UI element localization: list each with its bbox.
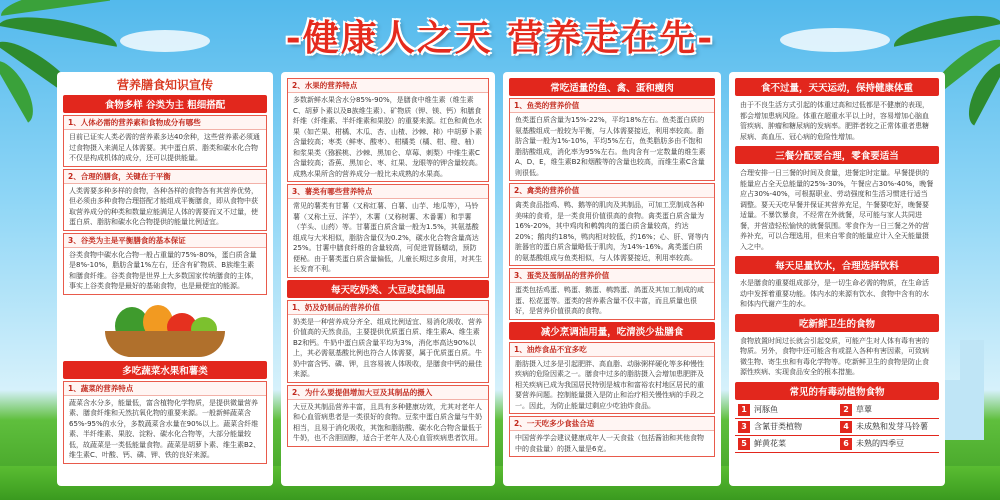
- table-row: [735, 402, 939, 419]
- section-banner: 食物多样 谷类为主 粗细搭配: [63, 95, 267, 113]
- section-banner: 每天吃奶类、大豆或其制品: [287, 280, 489, 298]
- number-badge: 6: [840, 438, 852, 450]
- subsection: [63, 115, 267, 167]
- toxic-food-table: [735, 402, 939, 453]
- subsection-text: 目前已证实人类必需的营养素多达40余种，这些营养素必须通过食物摄入来满足人体需要。其中蛋白质、脂类和碳水化合物不仅是构成机体的成分，还可以提供能量。: [69, 133, 260, 162]
- table-row: [735, 419, 939, 436]
- food-label: 未熟的四季豆: [856, 439, 904, 448]
- city-building: [945, 380, 963, 440]
- panel-column-4: [729, 72, 945, 486]
- section-banner: 多吃蔬菜水果和薯类: [63, 361, 267, 379]
- subsection-heading: 1、油炸食品不宜多吃: [510, 343, 714, 357]
- subsection: [509, 342, 715, 415]
- table-row: [735, 436, 939, 453]
- subsection: [509, 416, 715, 457]
- subsection-heading: 2、一天吃多少食盐合适: [510, 417, 714, 431]
- subsection-heading: 2、合理的膳食，关键在于平衡: [64, 170, 266, 184]
- panel-title: 营养膳食知识宣传: [116, 78, 213, 92]
- panel-column-3: [503, 72, 721, 486]
- subsection-heading: 2、为什么要提倡增加大豆及其制品的摄入: [288, 386, 488, 400]
- page-title: -健康人之天 营养走在先-: [285, 17, 715, 59]
- food-label: 含氰苷类植物: [754, 422, 802, 431]
- table-cell: [735, 419, 837, 435]
- table-cell: [837, 419, 939, 435]
- table-cell: [735, 436, 837, 452]
- subsection-text: 奶类是一种营养成分齐全、组成比例适宜、易消化吸收、营养价值高的天然食品，主要提供优质蛋白质、维生素A、维生素B2和钙。牛奶中蛋白质含量平均为3%，消化率高达90%以上，其必需氨基酸比例也符合人体需要，属于优质蛋白质。牛奶中富含钙、磷、钾，且容易被人体吸收，是膳食中钙的最佳来源。: [293, 317, 482, 378]
- subsection-text: 蛋类包括鸡蛋、鸭蛋、鹅蛋、鹌鹑蛋、鸽蛋及其加工制成的咸蛋、松花蛋等。蛋类的营养素含量不仅丰富，而且质量也很好，是营养价值很高的食物。: [515, 286, 704, 315]
- subsection: [287, 184, 489, 278]
- sky-cloud: [120, 30, 210, 52]
- section-banner: 常见的有毒动植物食物: [735, 382, 939, 400]
- table-cell: [735, 402, 837, 418]
- section-text: 水是膳食的重要组成部分，是一切生命必需的物质，在生命活动中发挥着重要功能。体内水的来源有饮水、食物中含有的水和体内代谢产生的水。: [740, 279, 929, 308]
- subsection-text: 鱼类蛋白质含量为15%-22%，平均18%左右。鱼类蛋白质的氨基酸组成一般较为平衡，与人体需要接近，利用率较高。脂肪含量一般为1%-10%，平均5%左右，鱼类脂肪多由不饱和脂肪酸组成，消化率为95%左右。鱼肉含有一定数量的维生素A、D、E，维生素B2和烟酸等的含量也较高，而维生素C含量则很低。: [515, 116, 706, 177]
- food-label: 河豚鱼: [754, 405, 778, 414]
- subsection: [63, 381, 267, 464]
- subsection-text: 多数新鲜水果含水分85%-90%，是膳食中维生素（维生素C、胡萝卜素以及B族维生素）、矿物质（钾、镁、钙）和膳食纤维（纤维素、半纤维素和果胶）的重要来源。红色和黄色水果（如芒果、柑橘、木瓜、杏、山楂、沙棘、柿）中胡萝卜素含量较高；枣类（鲜枣、酸枣）、柑橘类（橘、柑、橙、柚）和浆果类（猕猴桃、沙棘、黑加仑、草莓、刺梨）中维生素C含量较高；香蕉、黑加仑、枣、红果、龙眼等的钾含量较高。成熟水果所含的营养成分一般比未成熟的水果高。: [293, 96, 482, 178]
- subsection-heading: 3、谷类为主是平衡膳食的基本保证: [64, 234, 266, 248]
- subsection-text: 常见的薯类有甘薯（又称红薯、白薯、山芋、地瓜等），马铃薯（又称土豆、洋芋），木薯（又称树薯、木番薯）和芋薯（芋头、山药）等。甘薯蛋白质含量一般为1.5%，其氨基酸组成与大米相似，脂肪含量仅为0.2%，碳水化合物含量高达25%。甘薯中膳食纤维的含量较高，可促进胃肠蠕动，预防便秘。由于薯类蛋白质含量偏低，儿童长期过多食用，对其生长发育不利。: [293, 202, 482, 273]
- subsection: [287, 300, 489, 383]
- subsection-text: 大豆及其制品营养丰富，且具有多种健康功效，尤其对老年人和心血管病患者是一类很好的食物。豆浆中蛋白质含量与牛奶相当，且易于消化吸收，其饱和脂肪酸、碳水化合物含量低于牛奶，也不含胆固醇，适合于老年人及心血管疾病患者饮用。: [293, 402, 482, 442]
- panel-column-2: [281, 72, 495, 486]
- number-badge: 1: [738, 404, 750, 416]
- subsection: [63, 169, 267, 231]
- food-label: 鲜黄花菜: [754, 439, 786, 448]
- subsection-heading: 1、鱼类的营养价值: [510, 99, 714, 113]
- subsection-heading: 2、禽类的营养价值: [510, 184, 714, 198]
- subsection: [509, 268, 715, 320]
- fruit-basket-illustration: [95, 299, 235, 359]
- subsection-heading: 2、水果的营养特点: [288, 79, 488, 93]
- table-cell: [837, 436, 939, 452]
- subsection-heading: 1、奶及奶制品的营养价值: [288, 301, 488, 315]
- section-banner: 减少烹调油用量，吃清淡少盐膳食: [509, 322, 715, 340]
- subsection-text: 人类需要多种多样的食物，各种各样的食物各有其营养优势，但必须由多种食物合理搭配才能组成平衡膳食，即从食物中获取营养成分的种类和数量应能满足人体的需要而又不过量，使蛋白质、脂肪和碳水化合物提供的能量比例适宜。: [69, 186, 258, 226]
- number-badge: 5: [738, 438, 750, 450]
- subsection: [63, 233, 267, 295]
- subsection-text: 脂肪摄入过多是引起肥胖、高血脂、动脉粥样硬化等多种慢性疾病的危险因素之一。膳食中过多的脂肪摄入会增加患肥胖及相关疾病已成为我国居民特别是城市和富裕农村地区居民的重要营养问题。控制能量摄入是防止和治疗相关慢性病的手段之一。因此，为防止能量过剩应少吃油炸食品。: [515, 359, 704, 410]
- section-banner: 食不过量，天天运动，保持健康体重: [735, 78, 939, 96]
- subsection-heading: 1、蔬菜的营养特点: [64, 382, 266, 396]
- subsection-text: 蔬菜含水分多，能量低，富含植物化学物质，是提供微量营养素、膳食纤维和天然抗氧化物的重要来源。一般新鲜蔬菜含65%-95%的水分，多数蔬菜含水量在90%以上。蔬菜含纤维素、半纤维素、果胶、淀粉、碳水化合物等，大部分能量较低，故蔬菜是一类低能量食物。蔬菜是胡萝卜素、维生素B2、维生素C、叶酸、钙、磷、钾、铁的良好来源。: [69, 398, 261, 459]
- subsection: [509, 183, 715, 266]
- food-label: 未成熟和发芽马铃薯: [856, 422, 928, 431]
- subsection-heading: 3、薯类有哪些营养特点: [288, 185, 488, 199]
- subsection: [287, 385, 489, 447]
- number-badge: 2: [840, 404, 852, 416]
- number-badge: 3: [738, 421, 750, 433]
- section-text: 食物放置时间过长就会引起变质，可能产生对人体有毒有害的物质。另外，食物中还可能含有或混入各种有害因素，可致病微生物、寄生虫和有毒化学物等。吃新鲜卫生的食物是防止食源性疾病、实现食品安全的根本措施。: [740, 336, 929, 376]
- number-badge: 4: [840, 421, 852, 433]
- section-banner: 每天足量饮水，合理选择饮料: [735, 256, 939, 274]
- section-text: 由于不良生活方式引起的体重过高和过低都是不健康的表现，都会增加患病风险。体重在超重水平以上时，容易增加心脑血管疾病、肿瘤和糖尿病的发病率。肥胖者较之正常体重者患糖尿病、高血压、冠心病的危险性增加。: [740, 101, 929, 141]
- subsection: [509, 98, 715, 181]
- subsection-heading: 1、人体必需的营养素和食物成分有哪些: [64, 116, 266, 130]
- subsection: [287, 78, 489, 182]
- section-banner: 三餐分配要合理，零食要适当: [735, 146, 939, 164]
- subsection-heading: 3、蛋类及蛋制品的营养价值: [510, 269, 714, 283]
- city-building: [960, 340, 984, 440]
- subsection-text: 禽类食品指鸡、鸭、鹅等的肌肉及其制品，可加工烹制成各种美味的食肴，是一类食用价值很高的食物。禽类蛋白质含量为16%-20%，其中鸡肉和鹌鹑肉的蛋白质含量较高，约达20%；鹅肉约18%，鸭肉相对较低，约16%；心、肝、肾等内脏器官的蛋白质含量略低于肌肉，为14%-16%。禽类蛋白质的氨基酸组成与鱼类相似，与人体需要接近，利用率较高。: [515, 201, 709, 262]
- food-label: 草蕈: [856, 405, 872, 414]
- section-banner: 常吃适量的鱼、禽、蛋和瘦肉: [509, 78, 715, 96]
- section-text: 合理安排一日三餐的时间及食量，进餐定时定量。早餐提供的能量应占全天总能量的25%-30%，午餐应占30%-40%，晚餐应占30%-40%，可根据职业、劳动强度和生活习惯进行适当调整。要天天吃早餐并保证其营养充足，午餐要吃好，晚餐要适量。不暴饮暴食，不经常在外就餐，尽可能与家人共同进餐，并营造轻松愉快的就餐氛围。零食作为一日三餐之外的营养补充，可以合理选用，但来自零食的能量应计入全天能量摄入之中。: [740, 169, 934, 251]
- section-banner: 吃新鲜卫生的食物: [735, 314, 939, 332]
- panel-column-1: [57, 72, 273, 486]
- subsection-text: 谷类食物中碳水化合物一般占重量的75%-80%，蛋白质含量是8%-10%，脂肪含量1%左右，还含有矿物质、B族维生素和膳食纤维。谷类食物是世界上大多数国家传统膳食的主体，事实上谷类食物是最好的基础食物，也是最便宜的能源。: [69, 250, 258, 290]
- table-cell: [837, 402, 939, 418]
- subsection-text: 中国营养学会建议健康成年人一天食盐（包括酱油和其他食物中的食盐量）的摄入量是6克。: [515, 434, 704, 453]
